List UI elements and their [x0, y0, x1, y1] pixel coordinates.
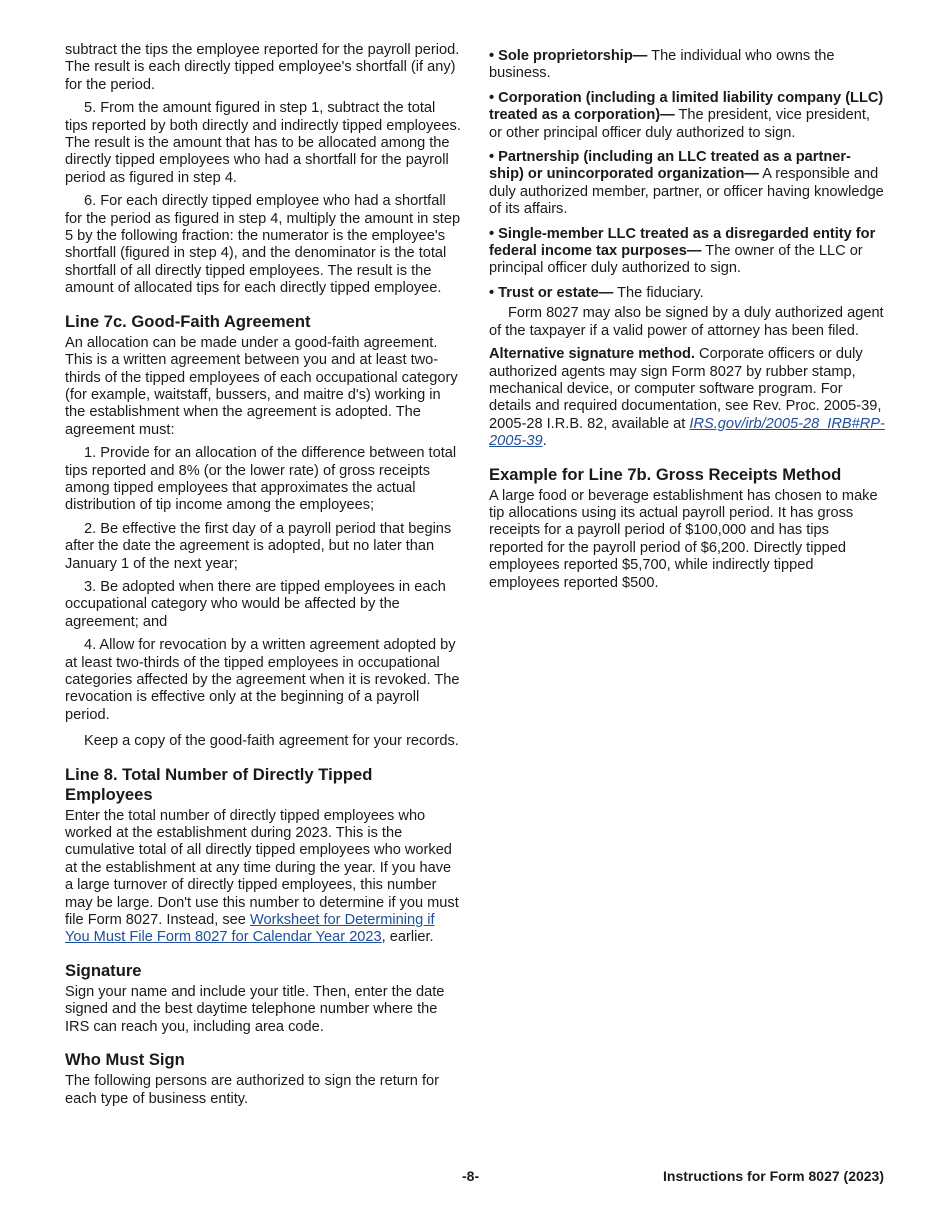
bullet-partnership: • Partnership (including an LLC treated as a partner-ship) or unincorporated organization— A responsible and duly authorized member, partner, or officer having knowledge of its affairs. [489, 149, 884, 218]
paragraph-alternative-signature: Alternative signature method. Corporate officers or duly authorized agents may sign Form 8027 by rubber stamp, mechanical device, or computer software program. For details and required documentation, see Rev. Proc. 2005-39, 2005-28 I.R.B. 82, available at IRS.gov/irb/2005-28_IRB#RP-2005-39. [489, 346, 885, 450]
paragraph-7c-keep-copy: Keep a copy of the good-faith agreement for your records. [84, 733, 459, 750]
line-8-text: Enter the total number of directly tipped employees who worked at the establishment during 2023. This is the cumulative total of all directly tipped employees who worked at the establishment at any time during the year. If you have a large turnover of directly tipped employees, this number may be large. Don't use this number to determine if you must file Form 8027. Instead, see [65, 807, 459, 929]
paragraph-step5: 5. From the amount figured in step 1, subtract the total tips reported by both directly and indirectly tipped employees. The result is the amount that has to be allocated among the directly tipped employees who had a shortfall for the payroll period as figured in step 4. [65, 100, 461, 186]
line-8-tail: , earlier. [381, 929, 434, 946]
heading-who-must-sign: Who Must Sign [65, 1050, 185, 1070]
bullet-single-member-llc: • Single-member LLC treated as a disregarded entity for federal income tax purposes— The owner of the LLC or principal officer duly authorized to sign. [489, 225, 876, 277]
bullet-corporation: • Corporation (including a limited liability company (LLC) treated as a corporation)— The president, vice president, or other principal officer duly authorized to sign. [489, 89, 884, 141]
paragraph-7c-item-3: 3. Be adopted when there are tipped employees in each occupational category who would be affected by the agreement; and [65, 578, 446, 630]
paragraph-7c-item-4: 4. Allow for revocation by a written agreement adopted by at least two-thirds of the tipped employees in occupational categories affected by the agreement when it is revoked. The revocation is effective only at the beginning of a payroll period. [65, 637, 460, 723]
worksheet-link[interactable]: Worksheet for Determining if You Must File Form 8027 for Calendar Year 2023 [65, 912, 435, 946]
paragraph-agent: Form 8027 may also be signed by a duly authorized agent of the taxpayer if a valid power of attorney has been filed. [489, 305, 884, 339]
paragraph-step4-continued: subtract the tips the employee reported for the payroll period. The result is each directly tipped employee's shortfall (if any) for the period. [65, 42, 460, 93]
heading-signature: Signature [65, 960, 142, 980]
paragraph-signature: Sign your name and include your title. Then, enter the date signed and the best daytime telephone number where the IRS can reach you, including area code. [65, 983, 445, 1035]
paragraph-step6: 6. For each directly tipped employee who had a shortfall for the period as figured in step 4, multiply the amount in step 5 by the following fraction: the numerator is the employee's shortfall (figured in step 4), and the denominator is the total shortfall of all directly tipped employees. The result is the amount of allocated tips for each directly tipped employee. [65, 193, 461, 297]
bullet-trust-or-estate: • Trust or estate— The fiduciary. [489, 284, 704, 301]
irs-rev-proc-link[interactable]: IRS.gov/irb/2005-28_IRB#RP-2005-39 [489, 415, 885, 450]
heading-line-8: Line 8. Total Number of Directly Tipped Employees [65, 764, 373, 804]
paragraph-who-must-sign: The following persons are authorized to sign the return for each type of business entity. [65, 1073, 439, 1107]
paragraph-7c-item-2: 2. Be effective the first day of a payroll period that begins after the date the agreement is adopted, but no later than January 1 of the next year; [65, 520, 452, 572]
left-column [65, 42, 461, 1114]
paragraph-7c-intro: An allocation can be made under a good-faith agreement. This is a written agreement between you and at least two-thirds of the tipped employees of each occupational category (for example, waitstaff, bussers, and maitre d's) working in the establishment when the agreement is adopted. The agreement must: [65, 334, 458, 438]
bullet-sole-proprietorship: • Sole proprietorship— The individual who owns the business. [489, 48, 835, 82]
paragraph-example: A large food or beverage establishment has chosen to make tip allocations using its actual payroll period. It has gross receipts for a payroll period of $100,000 and has tips reported for the payroll period of $6,200. Directly tipped employees reported $5,700, while indirectly tipped employees reported $500. [489, 487, 878, 591]
page-number: -8- [462, 1168, 480, 1184]
right-column [489, 48, 885, 598]
document-title: Instructions for Form 8027 (2023) [663, 1168, 884, 1184]
paragraph-line-8 [65, 808, 461, 947]
heading-line-7c: Line 7c. Good-Faith Agreement [65, 311, 311, 331]
paragraph-7c-item-1: 1. Provide for an allocation of the difference between total tips reported and 8% (or the lower rate) of gross receipts among tipped employees that approximates the actual distribution of tip income among the employees; [65, 445, 457, 514]
heading-example-line-7b: Example for Line 7b. Gross Receipts Method [489, 464, 842, 484]
page-footer [0, 1168, 950, 1188]
